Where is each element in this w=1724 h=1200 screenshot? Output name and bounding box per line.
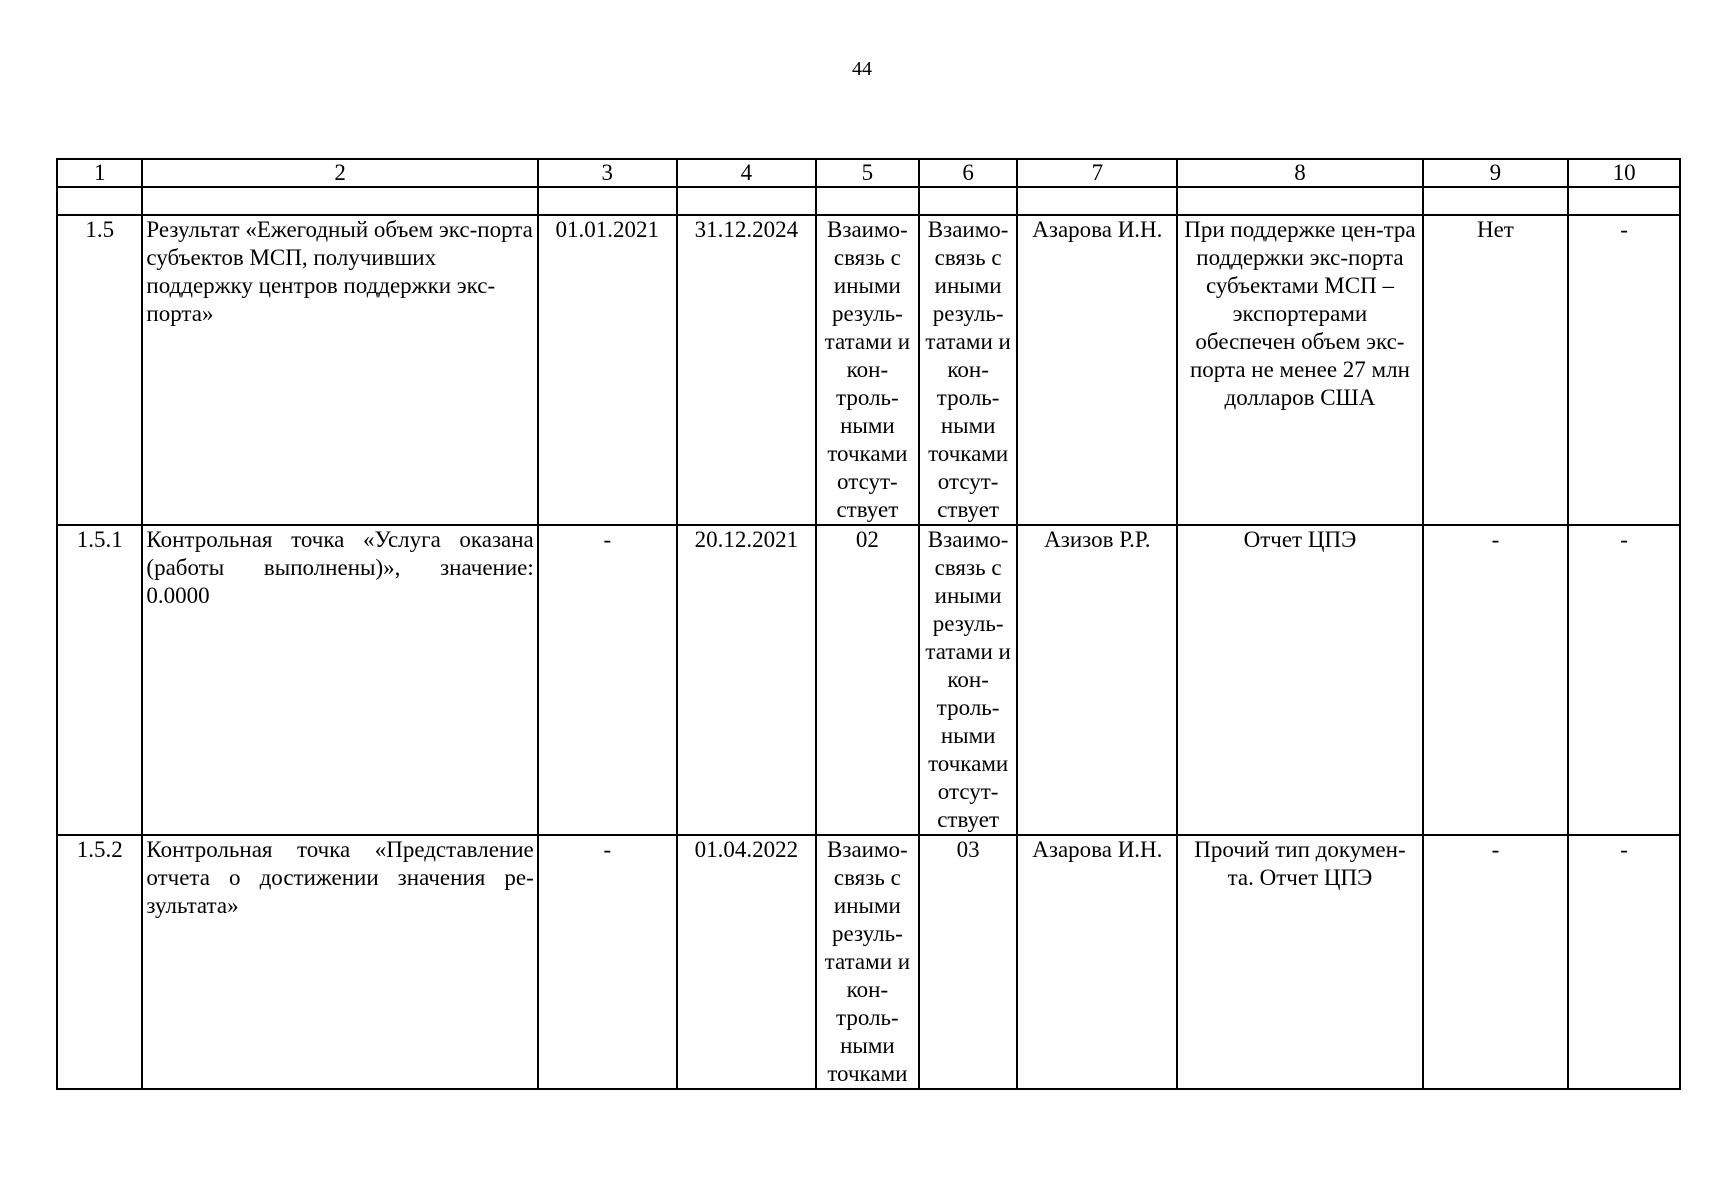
item-name: Контрольная точка «Услуга оказана (работы выполнены)», значение: 0.0000 <box>142 525 537 835</box>
empty-cell <box>57 187 142 215</box>
predecessor-link: Взаимо-связь с иными резуль-татами и кон-троль-ными точками <box>816 835 919 1089</box>
successor-link: Взаимо-связь с иными резуль-татами и кон-троль-ными точками отсут-ствует <box>919 525 1018 835</box>
header-cell: 3 <box>538 159 677 187</box>
column-9-value: - <box>1423 525 1569 835</box>
header-cell: 4 <box>677 159 816 187</box>
start-date: 01.01.2021 <box>538 215 677 525</box>
header-cell: 9 <box>1423 159 1569 187</box>
table-row <box>57 525 1680 835</box>
header-cell: 10 <box>1568 159 1680 187</box>
end-date: 01.04.2022 <box>677 835 816 1089</box>
row-number: 1.5.1 <box>57 525 142 835</box>
header-cell: 1 <box>57 159 142 187</box>
header-cell: 5 <box>816 159 919 187</box>
result-description: Прочий тип докумен-та. Отчет ЦПЭ <box>1177 835 1422 1089</box>
result-description: Отчет ЦПЭ <box>1177 525 1422 835</box>
plan-table <box>56 158 1681 1090</box>
column-10-value: - <box>1568 215 1680 525</box>
empty-row <box>57 187 1680 215</box>
item-name: Результат «Ежегодный объем экс-порта субъектов МСП, получивших поддержку центров поддержки экс-порта» <box>142 215 537 525</box>
responsible-person: Азарова И.Н. <box>1017 215 1177 525</box>
responsible-person: Азарова И.Н. <box>1017 835 1177 1089</box>
empty-cell <box>1177 187 1422 215</box>
empty-cell <box>919 187 1018 215</box>
header-cell: 8 <box>1177 159 1422 187</box>
successor-link: Взаимо-связь с иными резуль-татами и кон-троль-ными точками отсут-ствует <box>919 215 1018 525</box>
empty-cell <box>538 187 677 215</box>
table-row <box>57 835 1680 1089</box>
empty-cell <box>1568 187 1680 215</box>
empty-cell <box>1423 187 1569 215</box>
column-9-value: - <box>1423 835 1569 1089</box>
empty-cell <box>677 187 816 215</box>
header-cell: 7 <box>1017 159 1177 187</box>
item-name: Контрольная точка «Представление отчета о достижении значения ре-зультата» <box>142 835 537 1089</box>
end-date: 20.12.2021 <box>677 525 816 835</box>
end-date: 31.12.2024 <box>677 215 816 525</box>
predecessor-link: 02 <box>816 525 919 835</box>
column-10-value: - <box>1568 835 1680 1089</box>
start-date: - <box>538 835 677 1089</box>
responsible-person: Азизов Р.Р. <box>1017 525 1177 835</box>
page-number: 44 <box>852 58 872 80</box>
predecessor-link: Взаимо-связь с иными резуль-татами и кон-троль-ными точками отсут-ствует <box>816 215 919 525</box>
empty-cell <box>816 187 919 215</box>
start-date: - <box>538 525 677 835</box>
successor-link: 03 <box>919 835 1018 1089</box>
empty-cell <box>142 187 537 215</box>
column-9-value: Нет <box>1423 215 1569 525</box>
row-number: 1.5.2 <box>57 835 142 1089</box>
empty-cell <box>1017 187 1177 215</box>
header-cell: 6 <box>919 159 1018 187</box>
column-10-value: - <box>1568 525 1680 835</box>
row-number: 1.5 <box>57 215 142 525</box>
header-row <box>57 159 1680 187</box>
header-cell: 2 <box>142 159 537 187</box>
table-row <box>57 215 1680 525</box>
result-description: При поддержке цен-тра поддержки экс-порта субъектами МСП – экспортерами обеспечен объем экс-порта не менее 27 млн долларов США <box>1177 215 1422 525</box>
